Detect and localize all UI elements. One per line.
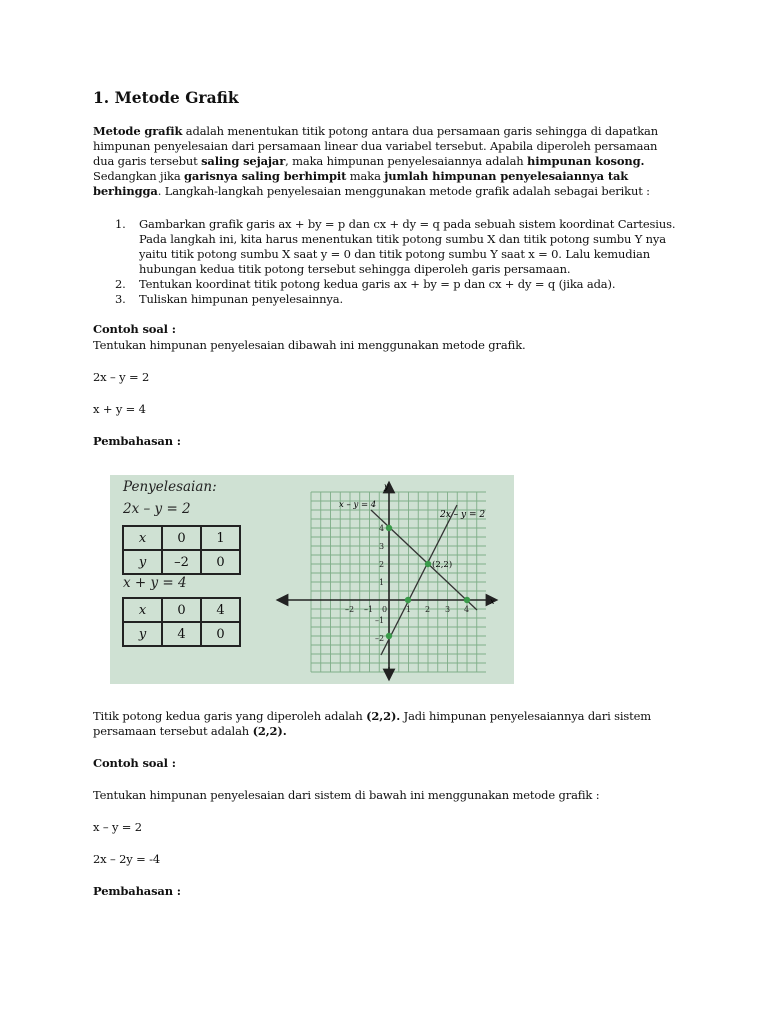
point-4-0 — [464, 597, 470, 603]
line-x-plus-y — [371, 510, 477, 610]
y-tick: –1 — [375, 616, 385, 625]
point-1-0 — [405, 597, 411, 603]
table-cell: x — [123, 526, 162, 550]
discussion-label-text: Pembahasan : — [93, 884, 181, 898]
term-bold: jumlah himpunan penyelesaiannya tak — [384, 169, 629, 183]
x-tick: 4 — [464, 605, 470, 614]
table-cell: 0 — [162, 598, 201, 622]
x-tick: 2 — [425, 605, 431, 614]
table-cell: y — [123, 550, 162, 574]
table-cell: 0 — [162, 526, 201, 550]
list-text: Pada langkah ini, kita harus menentukan titik potong sumbu X dan titik potong sumbu Y nya — [139, 232, 666, 246]
coordinate-graph — [110, 475, 514, 684]
list-number: 2. — [115, 277, 126, 291]
steps-list — [93, 217, 683, 307]
term-bold: garisnya saling berhimpit — [184, 169, 347, 183]
y-tick: 4 — [379, 524, 385, 533]
term-bold: berhingga — [93, 184, 158, 198]
discussion-label — [93, 434, 181, 449]
list-item — [93, 217, 683, 277]
table-cell: 4 — [201, 598, 240, 622]
intro-text: himpunan penyelesaian dari persamaan linear dua variabel tersebut. Apabila diperoleh persamaan — [93, 139, 658, 153]
answer-bold: (2,2). — [252, 724, 287, 738]
table-cell: x — [123, 598, 162, 622]
example-question: Tentukan himpunan penyelesaian dibawah ini menggunakan metode grafik. — [93, 338, 526, 352]
list-text: Tuliskan himpunan penyelesainnya. — [139, 292, 343, 306]
x-tick: –1 — [364, 605, 374, 614]
solution-figure — [110, 475, 514, 684]
list-number: 3. — [115, 292, 126, 306]
y-tick: 2 — [379, 560, 385, 569]
line2-label: 2x – y = 2 — [440, 510, 486, 520]
answer-text — [93, 724, 287, 739]
example-label-text: Contoh soal : — [93, 756, 176, 770]
equation: x – y = 2 — [93, 820, 142, 834]
x-axis-label: x — [490, 597, 495, 606]
discussion-label — [93, 884, 181, 899]
section-heading: 1. Metode Grafik — [93, 88, 239, 107]
term-bold: saling sejajar — [201, 154, 286, 168]
answer-bold: (2,2). — [366, 709, 401, 723]
example-label — [93, 322, 176, 337]
list-item — [93, 292, 683, 307]
list-text: yaitu titik potong sumbu X saat y = 0 dan titik potong sumbu Y saat x = 0. Lalu kemudian — [139, 247, 650, 261]
example-label-text: Contoh soal : — [93, 322, 176, 336]
figure-equation: 2x – y = 2 — [123, 501, 191, 517]
table-cell: y — [123, 622, 162, 646]
example-question: Tentukan himpunan penyelesaian dari sistem di bawah ini menggunakan metode grafik : — [93, 788, 600, 802]
equation: 2x – 2y = -4 — [93, 852, 161, 866]
point-label: (2,2) — [432, 560, 453, 570]
point-2-2 — [425, 561, 431, 567]
x-tick: 3 — [445, 605, 451, 614]
point-0-4 — [386, 525, 392, 531]
y-tick: 3 — [379, 542, 385, 551]
table-cell: 0 — [201, 550, 240, 574]
intro-text: maka — [346, 169, 385, 183]
term-bold: himpunan kosong. — [527, 154, 645, 168]
intro-text: dua garis tersebut — [93, 154, 202, 168]
intro-paragraph — [93, 124, 683, 199]
intro-text: Sedangkan jika — [93, 169, 185, 183]
example-label — [93, 756, 176, 771]
y-tick: –2 — [375, 634, 385, 643]
table-cell: 1 — [201, 526, 240, 550]
x-tick: 0 — [382, 605, 388, 614]
x-tick-labels — [345, 605, 469, 614]
list-item — [93, 277, 683, 292]
x-tick: –2 — [345, 605, 355, 614]
equation: x + y = 4 — [93, 402, 146, 416]
figure-equation: x + y = 4 — [123, 575, 187, 591]
table-cell: 4 — [162, 622, 201, 646]
list-text: Tentukan koordinat titik potong kedua garis ax + by = p dan cx + dy = q (jika ada). — [139, 277, 616, 291]
list-text: Gambarkan grafik garis ax + by = p dan cx + dy = q pada sebuah sistem koordinat Cartesius. — [139, 217, 676, 231]
intro-text: adalah menentukan titik potong antara dua persamaan garis sehingga di dapatkan — [182, 124, 658, 138]
line1-label: x – y = 4 — [339, 500, 377, 510]
answer-text — [93, 709, 651, 724]
y-tick: 1 — [379, 578, 385, 587]
term-bold: Metode grafik — [93, 124, 183, 138]
intro-text: , maka himpunan penyelesaiannya adalah — [285, 154, 528, 168]
discussion-label-text: Pembahasan : — [93, 434, 181, 448]
point-0-neg2 — [386, 633, 392, 639]
answer-line: Titik potong kedua garis yang diperoleh adalah — [93, 709, 367, 723]
y-axis-label: y — [384, 482, 389, 491]
x-tick: 1 — [406, 605, 412, 614]
answer-line: Jadi himpunan penyelesaiannya dari sistem — [400, 709, 652, 723]
figure-title: Penyelesaian: — [123, 479, 217, 495]
table-cell: –2 — [162, 550, 201, 574]
list-text: hubungan kedua titik potong tersebut sehingga diperoleh garis persamaan. — [139, 262, 571, 276]
list-number: 1. — [115, 217, 126, 231]
equation: 2x – y = 2 — [93, 370, 150, 384]
answer-line: persamaan tersebut adalah — [93, 724, 253, 738]
intro-text: . Langkah-langkah penyelesaian menggunakan metode grafik adalah sebagai berikut : — [157, 184, 650, 198]
table-cell: 0 — [201, 622, 240, 646]
